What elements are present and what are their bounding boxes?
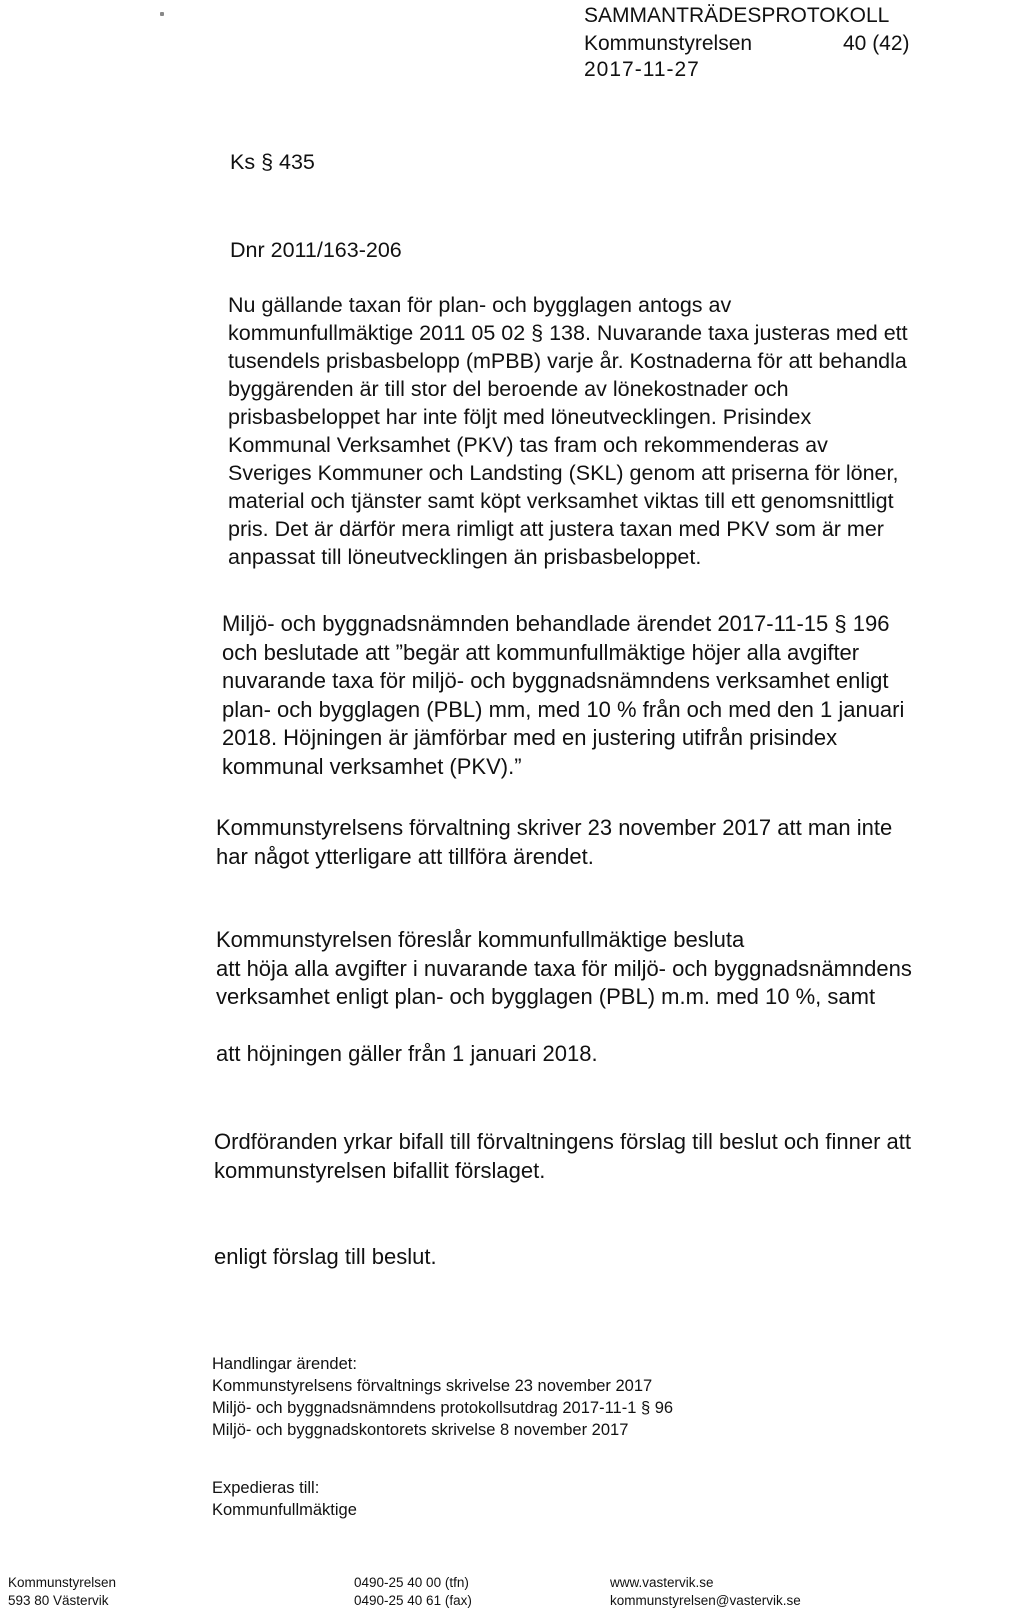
- page-number: 40 (42): [843, 32, 910, 55]
- background-line: tusendels prisbasbelopp (mPBB) varje år. Kostnaderna för att behandla: [228, 349, 907, 373]
- background-paragraph: [228, 291, 908, 571]
- proposal-line: att höja alla avgifter i nuvarande taxa för miljö- och byggnadsnämndens: [216, 955, 912, 981]
- footer-fax-number: 0490-25 40 61 (fax): [354, 1593, 472, 1608]
- background-line: prisbasbeloppet har inte följt med löneutvecklingen. Prisindex: [228, 405, 812, 429]
- proposal-line: Kommunstyrelsen föreslår kommunfullmäktige besluta: [216, 927, 745, 952]
- proposal-second-clause: att höjningen gäller från 1 januari 2018.: [216, 1041, 598, 1066]
- committee-line: och beslutade att ”begär att kommunfullmäktige höjer alla avgifter: [222, 639, 860, 665]
- background-line: kommunfullmäktige 2011 05 02 § 138. Nuvarande taxa justeras med ett: [228, 321, 908, 345]
- footer-website: www.vastervik.se: [610, 1575, 714, 1590]
- document-item: Miljö- och byggnadskontorets skrivelse 8 november 2017: [212, 1421, 629, 1439]
- background-line: anpassat till löneutvecklingen än prisbasbeloppet.: [228, 545, 702, 569]
- chair-line: Ordföranden yrkar bifall till förvaltningens förslag till beslut och finner att: [214, 1129, 912, 1154]
- footer-org-name: Kommunstyrelsen: [8, 1575, 117, 1590]
- background-line: Nu gällande taxan för plan- och bygglagen antogs av: [228, 293, 732, 317]
- footer-org: [8, 1574, 116, 1610]
- decision-text: enligt förslag till beslut.: [214, 1244, 437, 1269]
- footer-phone-number: 0490-25 40 00 (tfn): [354, 1575, 469, 1590]
- committee-line: kommunal verksamhet (PKV).”: [222, 753, 522, 779]
- distribution-heading: Expedieras till:: [212, 1479, 320, 1497]
- footer-web: [610, 1574, 801, 1610]
- administration-line: Kommunstyrelsens förvaltning skriver 23 november 2017 att man inte: [216, 815, 893, 840]
- committee-line: plan- och bygglagen (PBL) mm, med 10 % från och med den 1 januari: [222, 696, 905, 722]
- header-body-name: Kommunstyrelsen: [584, 32, 753, 55]
- administration-line: har något ytterligare att tillföra ärendet.: [216, 843, 594, 869]
- background-line: byggärenden är till stor del beroende av lönekostnader och: [228, 377, 789, 401]
- paragraph-number: Ks § 435: [230, 150, 315, 174]
- case-number: Dnr 2011/163-206: [230, 238, 402, 262]
- footer-email: kommunstyrelsen@vastervik.se: [610, 1593, 801, 1608]
- document-item: Kommunstyrelsens förvaltnings skrivelse 23 november 2017: [212, 1377, 653, 1395]
- committee-line: nuvarande taxa för miljö- och byggnadsnämndens verksamhet enligt: [222, 668, 889, 693]
- background-line: material och tjänster samt köpt verksamhet viktas till ett genomsnittligt: [228, 489, 894, 513]
- footer-phone: [354, 1574, 472, 1610]
- document-item: Miljö- och byggnadsnämndens protokollsutdrag 2017-11-1 § 96: [212, 1399, 674, 1417]
- documents-heading: Handlingar ärendet:: [212, 1355, 357, 1373]
- committee-paragraph: [222, 610, 904, 781]
- footer-org-address: 593 80 Västervik: [8, 1593, 109, 1608]
- scan-mark: [160, 12, 164, 16]
- documents-list: [212, 1353, 673, 1441]
- meeting-date: 2017-11-27: [584, 58, 700, 81]
- background-line: Sveriges Kommuner och Landsting (SKL) genom att priserna för löner,: [228, 461, 899, 485]
- chair-line: kommunstyrelsen bifallit förslaget.: [214, 1157, 546, 1183]
- committee-line: Miljö- och byggnadsnämnden behandlade ärendet 2017-11-15 § 196: [222, 611, 890, 636]
- protocol-title: SAMMANTRÄDESPROTOKOLL: [584, 4, 890, 27]
- background-line: Kommunal Verksamhet (PKV) tas fram och rekommenderas av: [228, 433, 828, 457]
- proposal-paragraph: [216, 926, 912, 1012]
- committee-line: 2018. Höjningen är jämförbar med en justering utifrån prisindex: [222, 725, 838, 750]
- administration-paragraph: [216, 814, 892, 871]
- chair-paragraph: [214, 1128, 911, 1185]
- proposal-line: verksamhet enligt plan- och bygglagen (PBL) m.m. med 10 %, samt: [216, 984, 876, 1009]
- distribution-recipient: Kommunfullmäktige: [212, 1501, 357, 1519]
- background-line: pris. Det är därför mera rimligt att justera taxan med PKV som är mer: [228, 517, 884, 541]
- distribution-block: [212, 1477, 357, 1521]
